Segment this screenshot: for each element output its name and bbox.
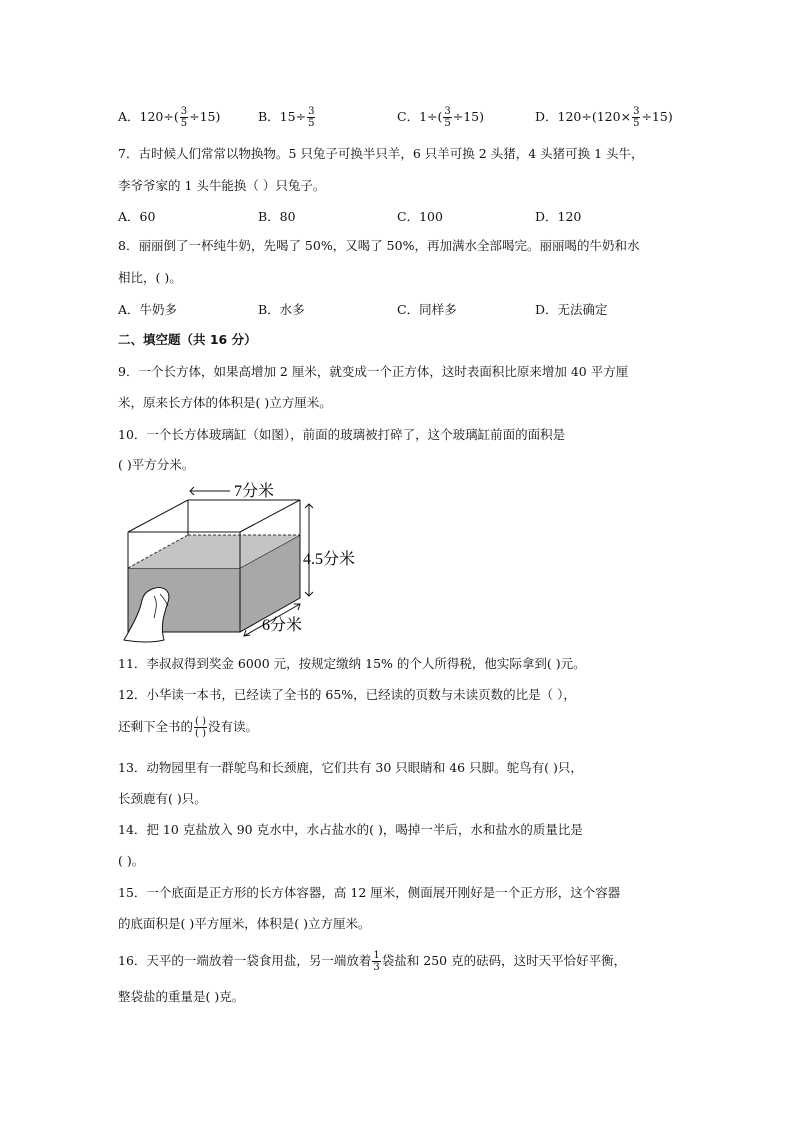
q9-line2: 米，原来长方体的体积是( )立方厘米。 [118, 395, 332, 410]
q13-line2: 长颈鹿有( )只。 [118, 791, 207, 806]
q8-options [118, 300, 678, 322]
q7-option-c: C．100 [397, 209, 443, 224]
q6-options [118, 106, 678, 128]
q6-option-c: C．1÷( $\frac{3}{5}$ ÷15) [397, 106, 485, 129]
fraction: $\frac{3}{5}$ [180, 106, 188, 129]
q8-option-c: C．同样多 [397, 302, 457, 317]
q6-option-d: D．120÷(120× $\frac{3}{5}$ ÷15) [535, 106, 673, 129]
q8-option-a: A．牛奶多 [118, 302, 178, 317]
q12-line1: 12．小华读一本书，已经读了全书的 65%，已经读的页数与未读页数的比是（ ）， [118, 687, 576, 702]
fraction: $\frac{3}{5}$ [633, 106, 640, 129]
q8-option-d: D．无法确定 [535, 302, 608, 317]
q7-options [118, 207, 678, 229]
q7-option-d: D．120 [535, 209, 582, 224]
q9-line1: 9．一个长方体，如果高增加 2 厘米，就变成一个正方体，这时表面积比原来增加 40 平方厘 [118, 364, 629, 379]
q15-line2: 的底面积是( )平方厘米，体积是( )立方厘米。 [118, 916, 371, 931]
q6-option-a: A．120÷( $\frac{3}{5}$ ÷15) [118, 106, 221, 129]
q15-line1: 15．一个底面是正方形的长方体容器，高 12 厘米，侧面展开刚好是一个正方形，这个容器 [118, 885, 621, 900]
fraction: $\frac{1}{3}$ [373, 950, 380, 973]
q10-line2: ( )平方分米。 [118, 457, 195, 472]
fraction: $\frac{3}{5}$ [308, 106, 315, 129]
q13-line1: 13．动物园里有一群鸵鸟和长颈鹿，它们共有 30 只眼睛和 46 只脚。鸵鸟有( )只， [118, 760, 583, 775]
q14-line2: ( )。 [118, 853, 145, 868]
section-heading: 二、填空题（共 16 分） [118, 332, 257, 347]
q7-line1: 7．古时候人们常常以物换物。5 只兔子可换半只羊，6 只羊可换 2 头猪，4 头猪可换 1 头牛， [118, 146, 644, 161]
q7-line2: 李爷爷家的 1 头牛能换（ ）只兔子。 [118, 178, 326, 193]
bottom-dimension-label: 6分米 [262, 617, 303, 634]
q12-line2: 还剩下全书的 $\frac{( )}{( )}$ 没有读。 [118, 716, 259, 739]
q6-option-b: B．15÷ $\frac{3}{5}$ [258, 106, 315, 129]
q14-line1: 14．把 10 克盐放入 90 克水中，水占盐水的( )，喝掉一半后，水和盐水的质量比是 [118, 822, 583, 837]
right-dimension-label: 4.5分米 [303, 551, 356, 568]
glass-tank-figure [110, 480, 380, 645]
q8-option-b: B．水多 [258, 302, 305, 317]
q11-line1: 11．李叔叔得到奖金 6000 元，按规定缴纳 15% 的个人所得税，他实际拿到( )元。 [118, 656, 586, 671]
top-dimension-label: 7分米 [234, 483, 275, 500]
q10-line1: 10．一个长方体玻璃缸（如图），前面的玻璃被打碎了，这个玻璃缸前面的面积是 [118, 427, 566, 442]
q7-option-a: A．60 [118, 209, 156, 224]
q8-line2: 相比，( )。 [118, 270, 182, 285]
q7-option-b: B．80 [258, 209, 296, 224]
fraction: $\frac{3}{5}$ [444, 106, 451, 129]
q16-line2: 整袋盐的重量是( )克。 [118, 989, 245, 1004]
q8-line1: 8．丽丽倒了一杯纯牛奶，先喝了 50%，又喝了 50%，再加满水全部喝完。丽丽喝的牛奶和水 [118, 238, 640, 253]
fraction: $\frac{( )}{( )}$ [195, 716, 206, 739]
q16-line1: 16．天平的一端放着一袋食用盐，另一端放着 $\frac{1}{3}$ 袋盐和 250 克的砝码，这时天平恰好平衡， [118, 950, 627, 973]
